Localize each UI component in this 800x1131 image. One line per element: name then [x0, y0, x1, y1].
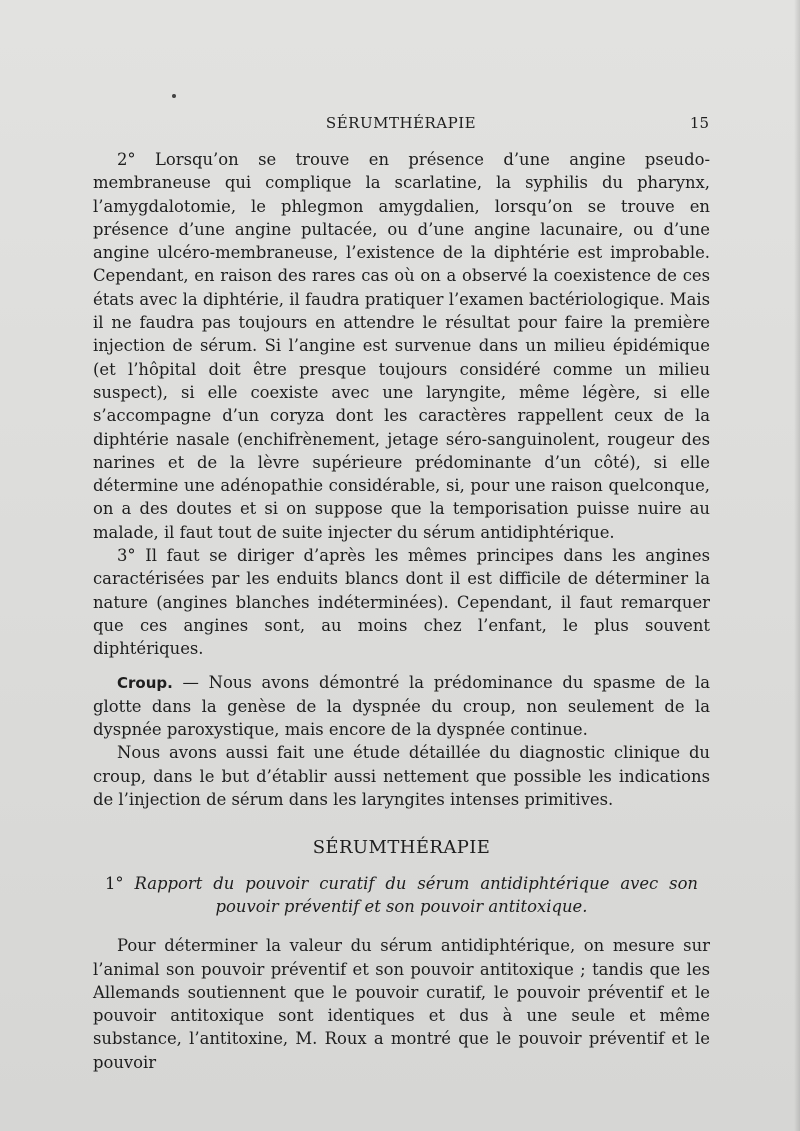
croup-run-in-heading: Croup.	[117, 673, 173, 692]
section-title: SÉRUMTHÉRAPIE	[312, 837, 491, 859]
paragraph-croup	[93, 671, 710, 742]
subsection-number: 1°	[105, 873, 124, 893]
running-title: SÉRUMTHÉRAPIE	[325, 114, 477, 132]
ink-speck	[172, 94, 176, 98]
paragraph-diagnostic-croup: Nous avons aussi fait une étude détaillée du diagnostic clinique du croup, dans le but d’établir aussi nettement que possible les indications de l’injection de sérum dans les laryngites intenses primitives.	[93, 743, 710, 810]
subsection-title: Rapport du pouvoir curatif du sérum antidiphtérique avec son pouvoir préventif et son pouvoir antitoxique.	[123, 873, 698, 916]
croup-text: — Nous avons démontré la prédominance du spasme de la glotte dans la genèse de la dyspnée du croup, non seulement de la dyspnée paroxystique, mais encore de la dyspnée continue.	[93, 672, 710, 740]
page-edge-shadow	[794, 0, 800, 1131]
body-text	[93, 148, 710, 1074]
page-number: 15	[689, 114, 709, 132]
running-head	[93, 114, 709, 136]
paragraph-angines-blanches: 3° Il faut se diriger d’après les mêmes principes dans les angines caractérisées par les enduits blancs dont il est difficile de déterminer la nature (angines blanches indéterminées). Cependant, il faut remarquer que ces angines sont, au moins chez l’enfant, le plus souvent diphtériques.	[93, 546, 710, 659]
paragraph-valeur-serum: Pour déterminer la valeur du sérum antidiphtérique, on mesure sur l’animal son pouvoir préventif et son pouvoir antitoxique ; tandis que les Allemands soutiennent que le pouvoir curatif, le pouvoir préventif et le pouvoir antitoxique sont identiques et dus à une seule et même substance, l’antitoxine, M. Roux a montré que le pouvoir préventif et le pouvoir	[93, 936, 710, 1072]
subsection-heading	[93, 872, 710, 919]
paragraph-angines-pseudo-membraneuses: 2° Lorsqu’on se trouve en présence d’une angine pseudo-membraneuse qui complique la scarlatine, la syphilis du pharynx, l’amygdalotomie, le phlegmon amygdalien, lorsqu’on se trouve en présence d’une angine pultacée, ou d’une angine lacunaire, ou d’une angine ulcéro-membraneuse, l’existence de la diphtérie est improbable. Cependant, en raison des rares cas où on a observé la coexistence de ces états avec la diphtérie, il faudra pratiquer l’examen bactériologique. Mais il ne faudra pas toujours en attendre le résultat pour faire la première injection de sérum. Si l’angine est survenue dans un milieu épidémique (et l’hôpital doit être presque toujours considéré comme un milieu suspect), si elle coexiste avec une laryngite, même légère, si elle s’accompagne d’un coryza dont les caractères rappellent ceux de la diphtérie nasale (enchifrènement, jetage séro-sanguinolent, rougeur des narines et de la lèvre supérieure prédominante d’un côté), si elle détermine une adénopathie considérable, si, pour une raison quelconque, on a des doutes et si on suppose que la temporisation puisse nuire au malade, il faut tout de suite injecter du sérum antidiphtérique.	[93, 150, 710, 542]
